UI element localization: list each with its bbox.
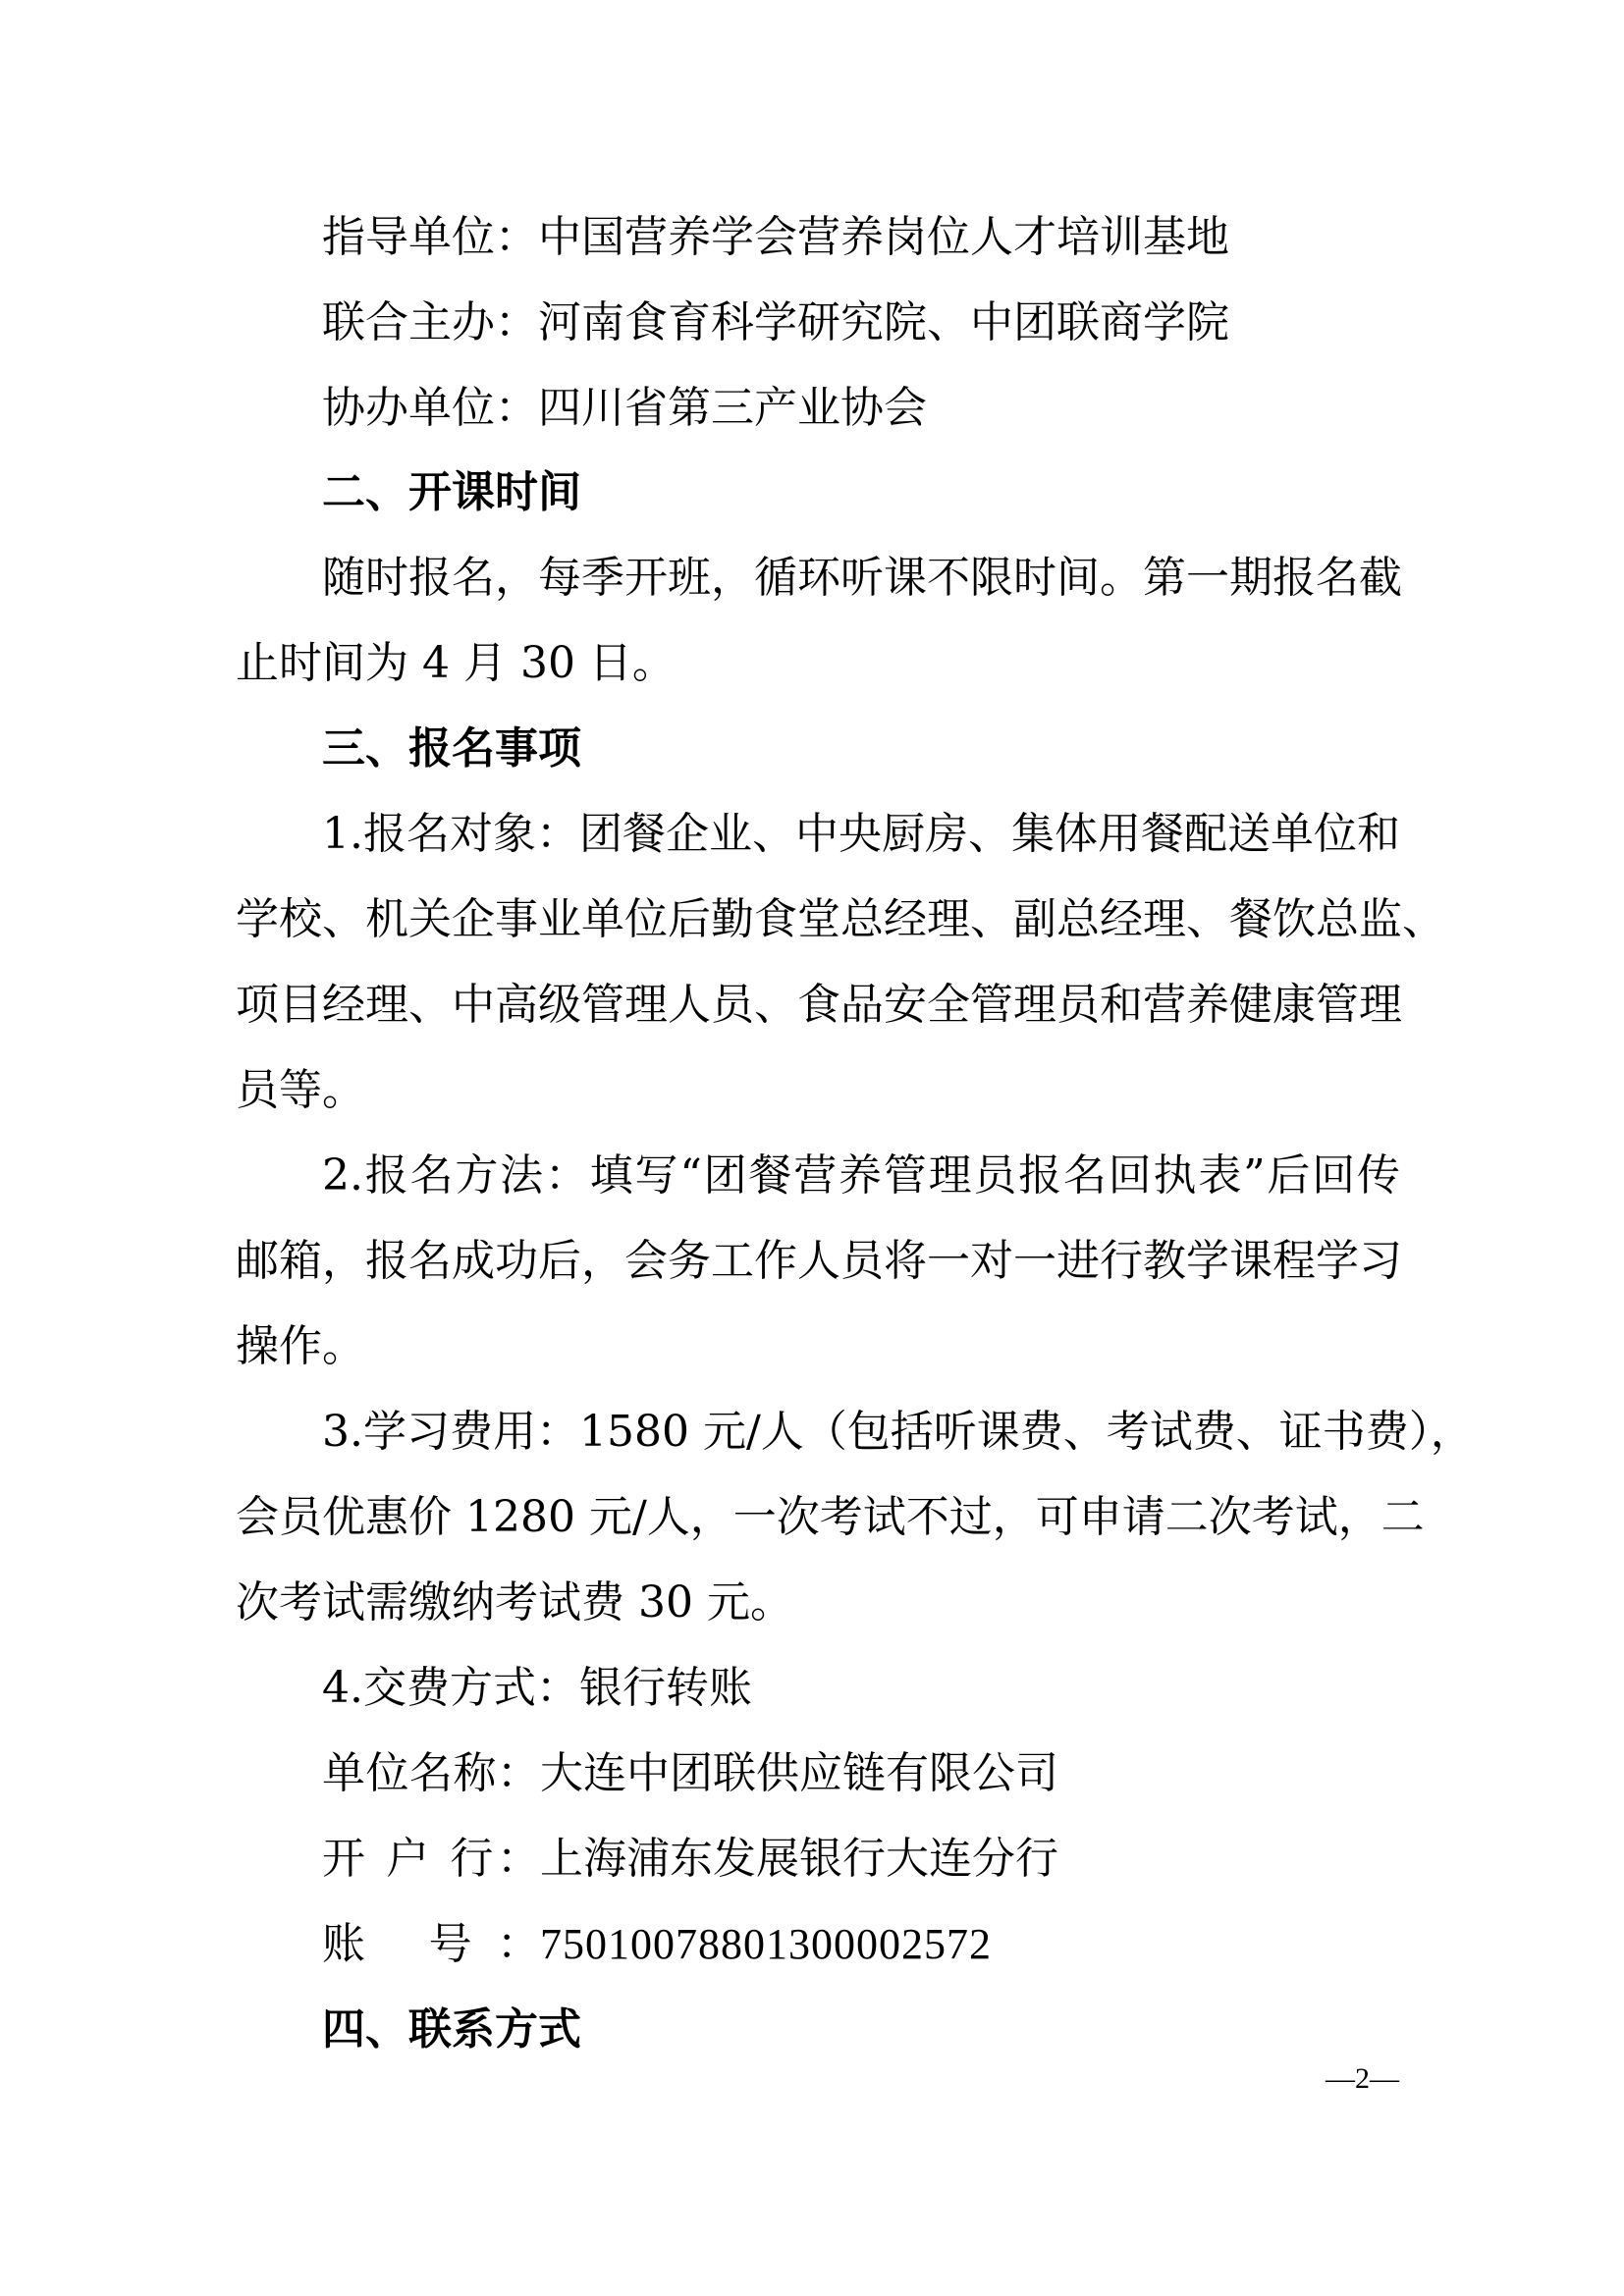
bank-value: 上海浦东发展银行大连分行 [540,1834,1058,1884]
account-name-line [322,1744,1400,1803]
bank-label: 开 户 行： [322,1834,540,1884]
paragraph-line: 项目经理、中高级管理人员、食品安全管理员和营养健康管理 [236,980,1402,1030]
assisting-unit-line [322,379,1400,438]
co-organizer-value: 河南食育科学研究院、中团联商学院 [538,297,1229,347]
account-number-value: 75010078801300002572 [540,1920,992,1968]
paragraph-line: 3.学习费用：1580 元/人（包括听课费、考试费、证书费）， [322,1407,1474,1457]
paragraph-line: 2.报名方法：填写“团餐营养管理员报名回执表”后回传 [322,1150,1400,1201]
section-heading-class-time: 二、开课时间 [322,467,581,517]
paragraph-line: 员等。 [236,1065,365,1115]
paragraph-line: 止时间为 4 月 30 日。 [236,638,676,688]
account-number-line [322,1915,1400,1974]
account-name-label: 单位名称： [322,1748,540,1798]
paragraph-line: 随时报名，每季开班，循环听课不限时间。第一期报名截 [322,553,1402,603]
guiding-unit-line [322,208,1400,267]
paragraph-line: 邮箱，报名成功后，会务工作人员将一对一进行教学课程学习 [236,1236,1402,1286]
guiding-unit-label: 指导单位： [322,212,538,262]
paragraph-line: 操作。 [236,1321,365,1371]
paragraph-line: 学校、机关企事业单位后勤食堂总经理、副总经理、餐饮总监、 [236,894,1445,944]
assisting-unit-label: 协办单位： [322,383,538,433]
assisting-unit-value: 四川省第三产业协会 [538,383,927,433]
paragraph-line: 1.报名对象：团餐企业、中央厨房、集体用餐配送单位和 [322,809,1400,859]
paragraph-line: 会员优惠价 1280 元/人，一次考试不过，可申请二次考试，二 [236,1492,1425,1542]
account-number-label: 账 号： [322,1919,540,1969]
co-organizer-line [322,294,1400,352]
paragraph-line: 次考试需缴纳考试费 30 元。 [236,1577,793,1628]
page-number: —2— [1326,2062,1399,2095]
co-organizer-label: 联合主办： [322,297,538,347]
bank-line [322,1830,1400,1889]
section-heading-contact: 四、联系方式 [322,2004,581,2055]
guiding-unit-value: 中国营养学会营养岗位人才培训基地 [538,212,1229,262]
account-name-value: 大连中团联供应链有限公司 [540,1748,1058,1798]
section-heading-registration: 三、报名事项 [322,723,581,774]
payment-method-line: 4.交费方式：银行转账 [322,1663,752,1713]
